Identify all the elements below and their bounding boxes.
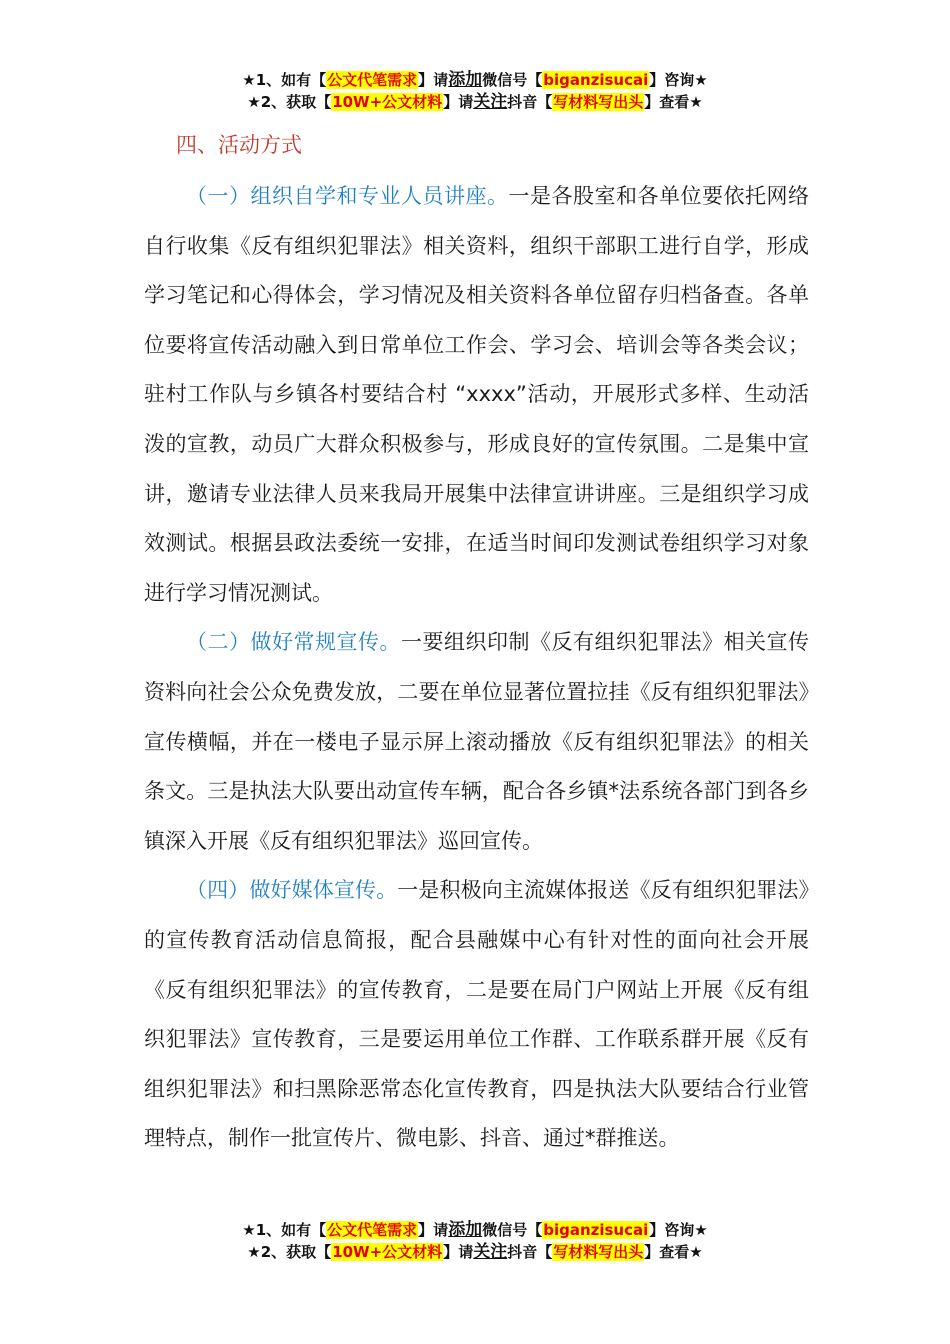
document-body [144,172,809,1164]
paragraph-2 [144,618,809,866]
underlined-text: 关注 [473,1242,508,1262]
highlight-text: 10W+公文材料 [332,93,443,111]
promo-line-2: ★2、获取【10W+公文材料】请关注抖音【写材料写出头】查看★ [247,1242,703,1262]
promo-line-1: ★1、如有【公文代笔需求】请添加微信号【biganzisucai】咨询★ [242,70,708,90]
highlight-text: 公文代笔需求 [327,71,418,89]
paragraph-lead: （一）组织自学和专业人员讲座。 [186,184,509,208]
paragraph-3 [144,866,809,1164]
highlight-text: 公文代笔需求 [327,1221,418,1239]
promo-banner-bottom [0,1219,950,1263]
section-heading: 四、活动方式 [176,133,302,157]
promo-line-1: ★1、如有【公文代笔需求】请添加微信号【biganzisucai】咨询★ [242,1220,708,1240]
paragraph-lead: （二）做好常规宣传。 [186,630,401,655]
highlight-text: 10W+公文材料 [332,1243,443,1261]
underlined-text: 添加 [448,1220,483,1240]
wechat-id: biganzisucai [543,1221,649,1239]
paragraph-text: 一是各股室和各单位要依托网络自行收集《反有组织犯罪法》相关资料，组织干部职工进行自学，形成学习笔记和心得体会，学习情况及相关资料各单位留存归档备查。各单位要将宣传活动融入到日常单位工作会、学习会、培训会等各类会议；驻村工作队与乡镇各村要结合村 “xxxx”活动，开展形式多样、生动活泼的宣教，动员广大群众积极参与，形成良好的宣传氛围。二是集中宣讲，邀请专业法律人员来我局开展集中法律宣讲讲座。三是组织学习成效测试。根据县政法委统一安排，在适当时间印发测试卷组织学习对象进行学习情况测试。 [144,184,809,605]
underlined-text: 添加 [448,70,483,90]
promo-line-2: ★2、获取【10W+公文材料】请关注抖音【写材料写出头】查看★ [247,92,703,112]
paragraph-text: 一是积极向主流媒体报送《反有组织犯罪法》的宣传教育活动信息简报，配合县融媒中心有针对性的面向社会开展《反有组织犯罪法》的宣传教育，二是要在局门户网站上开展《反有组织犯罪法》宣传教育，三是要运用单位工作群、工作联系群开展《反有组织犯罪法》和扫黑除恶常态化宣传教育，四是执法大队要结合行业管理特点，制作一批宣传片、微电影、抖音、通过*群推送。 [144,878,810,1151]
underlined-text: 关注 [473,92,508,112]
paragraph-lead: （四）做好媒体宣传。 [186,878,398,903]
douyin-account: 写材料写出头 [553,93,644,111]
douyin-account: 写材料写出头 [553,1243,644,1261]
wechat-id: biganzisucai [543,71,649,89]
paragraph-text: 一要组织印制《反有组织犯罪法》相关宣传资料向社会公众免费发放，二要在单位显著位置拉挂《反有组织犯罪法》宣传横幅，并在一楼电子显示屏上滚动播放《反有组织犯罪法》的相关条文。三是执法大队要出动宣传车辆，配合各乡镇*法系统各部门到各乡镇深入开展《反有组织犯罪法》巡回宣传。 [144,630,809,853]
promo-banner-top [0,69,950,113]
paragraph-1 [144,172,809,618]
